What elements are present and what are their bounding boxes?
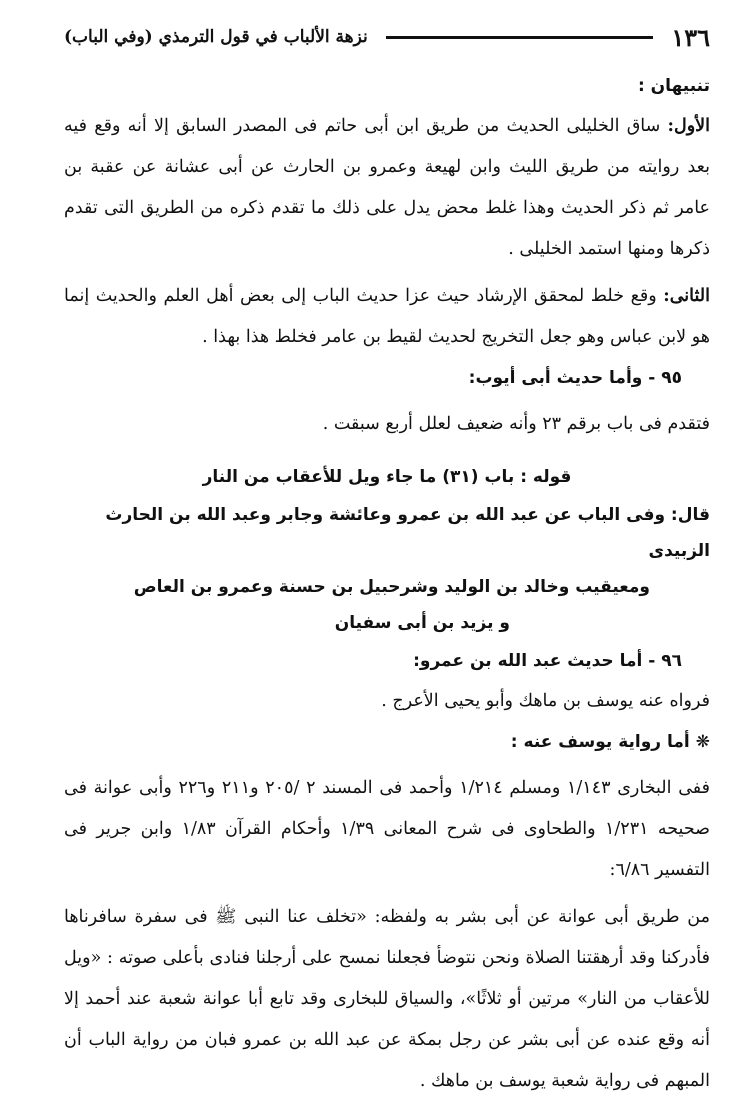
note-first-text: ساق الخليلى الحديث من طريق ابن أبى حاتم فى المصدر السابق إلا أنه وقع فيه بعد روايته من طريق الليث وابن لهيعة وعمرو بن الحارث عن أبى عشانة عن عقبة بن عامر ثم ذكر الحديث وهذا غلط محض يدل على ذلك ما تقدم ذكره من الطريق التى تقدم ذكرها ومنها استمد الخليلى . xyxy=(64,116,710,259)
note-second-label: الثانى: xyxy=(663,286,710,306)
section-96-heading: ٩٦ - أما حديث عبد الله بن عمرو: xyxy=(413,651,682,671)
references-paragraph: ففى البخارى ١/١٤٣ ومسلم ١/٢١٤ وأحمد فى المسند ٢ /٢٠٥ و٢١١ و٢٢٦ وأبى عوانة فى صحيحه ١/٢٣١ والطحاوى فى شرح المعانى ١/٣٩ وأحكام القرآن ١/٨٣ وابن جرير فى التفسير ٦/٨٦: xyxy=(64,778,711,880)
qal-line-2: ومعيقيب وخالد بن الوليد وشرحبيل بن حسنة وعمرو بن العاص xyxy=(133,577,650,597)
note-second-text: وقع خلط لمحقق الإرشاد حيث عزا حديث الباب إلى بعض أهل العلم والحديث إنما هو لابن عباس وهو جعل التخريج لحديث لقيط بن عامر فخلط هذا بهذا . xyxy=(64,286,710,347)
star-icon: ❋ xyxy=(695,732,710,752)
header-rule xyxy=(386,36,654,39)
section-96-subheading xyxy=(64,722,710,762)
narration-paragraph: من طريق أبى عوانة عن أبى بشر به ولفظه: «تخلف عنا النبى ﷺ فى سفرة سافرناها فأدركنا وقد أرهقتنا الصلاة ونحن نتوضأ فجعلنا نمسح على أرجلنا فنادى بأعلى صوته : «ويل للأعقاب من النار» مرتين أو ثلاثًا»، والسياق للبخارى وقد تابع أبا عوانة شعبة عند أحمد إلا أنه وقع عنده عن أبى بشر عن رجل بمكة عن عبد الله بن عمرو فبان من رواية الباب أن المبهم فى رواية شعبة يوسف بن ماهك . xyxy=(64,907,710,1091)
note-first xyxy=(64,106,710,270)
note-second xyxy=(64,276,710,358)
notes-heading: تنبيهان : xyxy=(637,76,710,96)
qal-line-1: قال: وفى الباب عن عبد الله بن عمرو وعائشة وجابر وعبد الله بن الحارث الزبيدى xyxy=(105,505,710,561)
section-95-heading: ٩٥ - وأما حديث أبى أيوب: xyxy=(468,368,682,388)
book-title: نزهة الألباب في قول الترمذي (وفي الباب) xyxy=(64,27,368,47)
running-header xyxy=(64,20,710,54)
page-number: ١٣٦ xyxy=(671,22,710,52)
section-96-text: فرواه عنه يوسف بن ماهك وأبو يحيى الأعرج . xyxy=(381,691,710,711)
qal-line-3: و يزيد بن أبى سفيان xyxy=(334,613,510,633)
book-page xyxy=(64,20,711,1091)
section-95-text: فتقدم فى باب برقم ٢٣ وأنه ضعيف لعلل أربع سبقت . xyxy=(322,414,710,434)
section-96-subheading-text: أما رواية يوسف عنه : xyxy=(510,732,690,752)
note-first-label: الأول: xyxy=(667,116,710,136)
qal-block xyxy=(64,497,710,641)
chapter-title: قوله : باب (٣١) ما جاء ويل للأعقاب من النار xyxy=(202,467,572,487)
